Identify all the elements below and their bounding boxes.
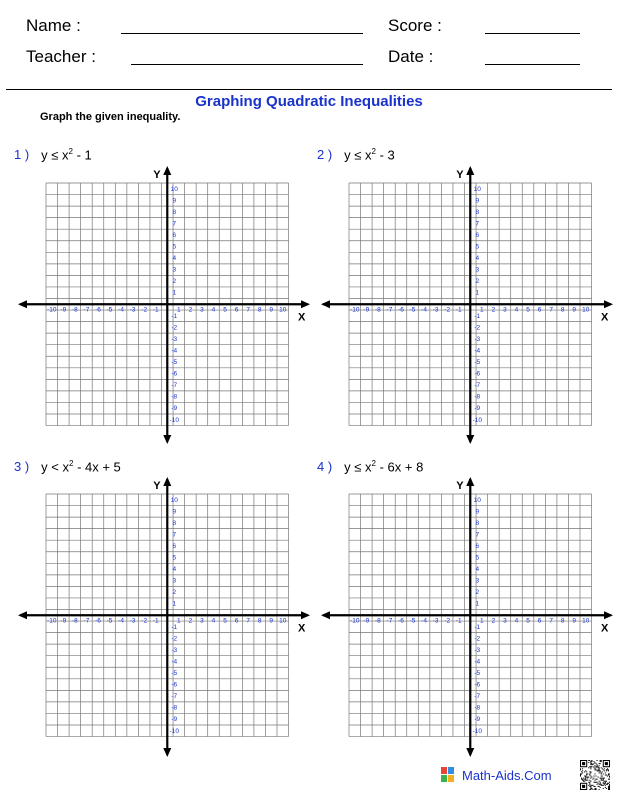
header-divider (6, 89, 612, 90)
y-tick-label: 2 (475, 589, 480, 597)
coordinate-grid-1[interactable] (18, 166, 314, 444)
y-tick-label: 6 (172, 542, 177, 550)
y-tick-label: 10 (473, 185, 481, 193)
x-tick-label: -7 (83, 617, 90, 625)
x-axis-arrow-left (321, 300, 330, 308)
y-tick-label: -10 (169, 416, 179, 424)
x-tick-label: 8 (560, 617, 565, 625)
problem-number: 2 ) (317, 147, 333, 163)
x-tick-label: -9 (363, 617, 370, 625)
x-tick-label: 7 (246, 617, 250, 625)
x-axis-arrow-right (604, 300, 613, 308)
y-tick-label: -5 (171, 670, 178, 678)
y-tick-label: 1 (172, 289, 177, 297)
x-tick-label: 1 (480, 306, 484, 314)
x-tick-label: -2 (444, 617, 451, 625)
name-field[interactable] (121, 33, 363, 34)
x-axis-arrow-left (321, 611, 330, 619)
y-tick-label: -4 (171, 347, 178, 355)
x-tick-label: -1 (455, 617, 462, 625)
problem-expression-start: y ≤ x (41, 147, 69, 163)
y-tick-label: 9 (172, 197, 177, 205)
problem-expression-end: - 3 (375, 147, 395, 163)
problem-expression-start: y ≤ x (344, 147, 372, 163)
problem-exponent: 2 (371, 459, 376, 468)
y-tick-label: -2 (474, 635, 481, 643)
y-tick-label: 7 (172, 220, 177, 228)
y-tick-label: -7 (474, 382, 481, 390)
x-tick-label: 3 (200, 617, 204, 625)
y-tick-label: 9 (475, 508, 480, 516)
x-tick-label: 9 (269, 617, 274, 625)
y-tick-label: 10 (170, 185, 178, 193)
x-tick-label: -10 (47, 617, 57, 625)
y-axis-arrow-bottom (163, 435, 171, 444)
y-tick-label: -8 (474, 393, 481, 401)
y-tick-label: -9 (474, 405, 481, 413)
x-tick-label: -6 (398, 617, 404, 625)
x-axis-arrow-left (18, 611, 27, 619)
x-tick-label: 3 (503, 306, 507, 314)
y-axis-arrow-top (466, 477, 474, 486)
y-tick-label: -1 (171, 623, 178, 631)
y-axis-arrow-bottom (163, 748, 171, 757)
y-tick-label: 7 (475, 220, 480, 228)
y-axis-arrow-bottom (466, 435, 474, 444)
x-tick-label: -3 (432, 617, 439, 625)
y-tick-label: 10 (170, 496, 178, 504)
y-tick-label: -6 (171, 370, 178, 378)
x-tick-label: -2 (444, 306, 451, 314)
x-tick-label: 8 (560, 306, 565, 314)
x-tick-label: 6 (537, 617, 542, 625)
x-tick-label: 10 (279, 306, 287, 314)
y-tick-label: -5 (171, 359, 178, 367)
x-tick-label: 2 (491, 617, 496, 625)
y-tick-label: 8 (475, 208, 480, 216)
problem-exponent: 2 (69, 459, 74, 468)
y-tick-label: 2 (172, 278, 177, 286)
y-tick-label: 1 (172, 600, 177, 608)
worksheet-title: Graphing Quadratic Inequalities (195, 93, 423, 110)
problem-expression-end: - 4x + 5 (73, 459, 121, 475)
x-axis-label: X (601, 622, 609, 635)
x-tick-label: -8 (374, 306, 381, 314)
x-tick-label: 9 (572, 306, 577, 314)
y-tick-label: 6 (475, 231, 480, 239)
x-tick-label: 1 (480, 617, 484, 625)
y-axis-label: Y (456, 169, 464, 181)
x-tick-label: 10 (279, 617, 287, 625)
y-tick-label: 3 (172, 266, 177, 274)
y-tick-label: -1 (474, 623, 481, 631)
y-tick-label: -6 (474, 370, 481, 378)
y-tick-label: -3 (474, 335, 481, 343)
teacher-field[interactable] (131, 64, 363, 65)
y-tick-label: -2 (474, 324, 481, 332)
brand-text: Math-Aids.Com (462, 767, 552, 783)
y-tick-label: -9 (474, 716, 481, 724)
x-tick-label: -7 (83, 306, 90, 314)
x-tick-label: -5 (409, 306, 416, 314)
x-tick-label: 6 (537, 306, 542, 314)
x-tick-label: -3 (432, 306, 439, 314)
x-tick-label: -4 (421, 306, 427, 314)
x-tick-label: -1 (152, 617, 159, 625)
x-tick-label: 7 (549, 617, 553, 625)
x-tick-label: -2 (141, 306, 148, 314)
y-axis-label: Y (153, 169, 161, 181)
x-tick-label: 10 (582, 306, 590, 314)
score-field[interactable] (485, 33, 580, 34)
y-tick-label: 9 (475, 197, 480, 205)
x-tick-label: 9 (572, 617, 577, 625)
x-tick-label: 8 (257, 617, 262, 625)
x-tick-label: -8 (71, 306, 78, 314)
x-tick-label: 7 (549, 306, 553, 314)
coordinate-grid-4[interactable] (321, 477, 617, 757)
x-tick-label: 1 (177, 617, 181, 625)
y-tick-label: 2 (475, 278, 480, 286)
x-tick-label: 7 (246, 306, 250, 314)
y-tick-label: 3 (475, 266, 480, 274)
x-tick-label: -10 (350, 306, 360, 314)
y-tick-label: 2 (172, 589, 177, 597)
name-label: Name : (26, 16, 81, 35)
x-tick-label: 4 (514, 306, 519, 314)
x-tick-label: 5 (223, 617, 227, 625)
y-axis-arrow-top (466, 166, 474, 175)
x-tick-label: -9 (60, 617, 67, 625)
problem-1 (14, 147, 92, 162)
y-tick-label: -2 (171, 324, 178, 332)
x-tick-label: 5 (223, 306, 227, 314)
x-tick-label: 8 (257, 306, 262, 314)
x-tick-label: -6 (95, 306, 101, 314)
y-tick-label: -1 (171, 312, 178, 320)
y-tick-label: 8 (172, 208, 177, 216)
x-tick-label: 5 (526, 306, 530, 314)
y-tick-label: 4 (172, 566, 177, 574)
y-axis-label: Y (153, 480, 161, 492)
problem-expression-end: - 1 (72, 147, 92, 163)
y-tick-label: -8 (474, 704, 481, 712)
y-tick-label: -2 (171, 635, 178, 643)
problem-expression-start: y < x (41, 459, 69, 475)
x-tick-label: -6 (95, 617, 101, 625)
problem-4 (317, 459, 423, 474)
y-axis-label: Y (456, 480, 464, 492)
x-tick-label: -4 (421, 617, 427, 625)
problem-exponent: 2 (68, 147, 73, 156)
x-axis-label: X (601, 311, 609, 324)
x-tick-label: -3 (129, 306, 136, 314)
x-axis-label: X (298, 622, 306, 635)
y-axis-arrow-bottom (466, 748, 474, 757)
y-axis-arrow-top (163, 477, 171, 486)
x-tick-label: 1 (177, 306, 181, 314)
x-tick-label: -8 (374, 617, 381, 625)
problem-number: 4 ) (317, 459, 333, 475)
x-tick-label: 4 (211, 306, 216, 314)
y-tick-label: -10 (472, 727, 482, 735)
date-label: Date : (388, 47, 434, 66)
problem-expression-end: - 6x + 8 (375, 459, 424, 475)
y-tick-label: -3 (474, 646, 481, 654)
y-tick-label: -10 (472, 416, 482, 424)
x-tick-label: -5 (106, 617, 113, 625)
y-tick-label: -7 (474, 693, 481, 701)
y-tick-label: 4 (475, 255, 480, 263)
x-tick-label: 4 (211, 617, 216, 625)
calculator-icon (441, 767, 455, 783)
x-tick-label: 10 (582, 617, 590, 625)
y-tick-label: 10 (473, 496, 481, 504)
coordinate-grid-2[interactable] (321, 166, 617, 444)
y-tick-label: 4 (475, 566, 480, 574)
x-tick-label: 2 (188, 306, 193, 314)
problem-number: 3 ) (14, 459, 30, 475)
x-tick-label: -7 (386, 617, 393, 625)
x-tick-label: -1 (455, 306, 462, 314)
x-tick-label: -8 (71, 617, 78, 625)
y-tick-label: -5 (474, 359, 481, 367)
y-tick-label: 4 (172, 255, 177, 263)
y-tick-label: 6 (172, 231, 177, 239)
x-axis-arrow-right (301, 300, 310, 308)
x-tick-label: 6 (234, 617, 239, 625)
x-tick-label: 3 (200, 306, 204, 314)
y-tick-label: 9 (172, 508, 177, 516)
x-axis-label: X (298, 311, 306, 324)
y-tick-label: -7 (171, 382, 178, 390)
x-tick-label: 2 (491, 306, 496, 314)
y-tick-label: 8 (172, 519, 177, 527)
x-tick-label: -2 (141, 617, 148, 625)
y-tick-label: -6 (474, 681, 481, 689)
y-tick-label: -5 (474, 670, 481, 678)
qr-code-icon (580, 760, 610, 790)
x-tick-label: -5 (409, 617, 416, 625)
y-tick-label: -8 (171, 393, 178, 401)
y-tick-label: 5 (475, 243, 480, 251)
teacher-label: Teacher : (26, 47, 96, 66)
x-tick-label: 4 (514, 617, 519, 625)
y-tick-label: 7 (172, 531, 177, 539)
x-axis-arrow-right (604, 611, 613, 619)
x-tick-label: -10 (350, 617, 360, 625)
y-tick-label: -10 (169, 727, 179, 735)
y-tick-label: -1 (474, 312, 481, 320)
instruction-text: Graph the given inequality. (40, 111, 181, 123)
y-tick-label: -4 (474, 658, 481, 666)
x-tick-label: 6 (234, 306, 239, 314)
x-tick-label: -3 (129, 617, 136, 625)
problem-2 (317, 147, 395, 162)
y-tick-label: 7 (475, 531, 480, 539)
x-tick-label: -9 (60, 306, 67, 314)
y-tick-label: 1 (475, 289, 480, 297)
y-axis-arrow-top (163, 166, 171, 175)
x-tick-label: -6 (398, 306, 404, 314)
y-tick-label: 8 (475, 519, 480, 527)
problem-3 (14, 459, 121, 474)
y-tick-label: -7 (171, 693, 178, 701)
x-axis-arrow-left (18, 300, 27, 308)
problem-number: 1 ) (14, 147, 30, 163)
x-tick-label: 3 (503, 617, 507, 625)
y-tick-label: 1 (475, 600, 480, 608)
x-tick-label: -4 (118, 306, 124, 314)
y-tick-label: 5 (475, 554, 480, 562)
footer-brand (441, 767, 552, 783)
y-tick-label: 5 (172, 243, 177, 251)
y-tick-label: -8 (171, 704, 178, 712)
x-tick-label: -9 (363, 306, 370, 314)
coordinate-grid-3[interactable] (18, 477, 314, 757)
y-tick-label: -9 (171, 405, 178, 413)
problem-expression-start: y ≤ x (344, 459, 372, 475)
x-tick-label: 5 (526, 617, 530, 625)
y-tick-label: -4 (171, 658, 178, 666)
y-tick-label: -9 (171, 716, 178, 724)
x-tick-label: -7 (386, 306, 393, 314)
x-tick-label: -10 (47, 306, 57, 314)
problem-exponent: 2 (371, 147, 376, 156)
score-label: Score : (388, 16, 442, 35)
y-tick-label: -6 (171, 681, 178, 689)
y-tick-label: 3 (475, 577, 480, 585)
x-tick-label: -4 (118, 617, 124, 625)
y-tick-label: 5 (172, 554, 177, 562)
y-tick-label: -3 (171, 335, 178, 343)
date-field[interactable] (485, 64, 580, 65)
y-tick-label: -3 (171, 646, 178, 654)
y-tick-label: 6 (475, 542, 480, 550)
y-tick-label: -4 (474, 347, 481, 355)
x-tick-label: 2 (188, 617, 193, 625)
x-tick-label: -1 (152, 306, 159, 314)
y-tick-label: 3 (172, 577, 177, 585)
x-axis-arrow-right (301, 611, 310, 619)
x-tick-label: -5 (106, 306, 113, 314)
x-tick-label: 9 (269, 306, 274, 314)
